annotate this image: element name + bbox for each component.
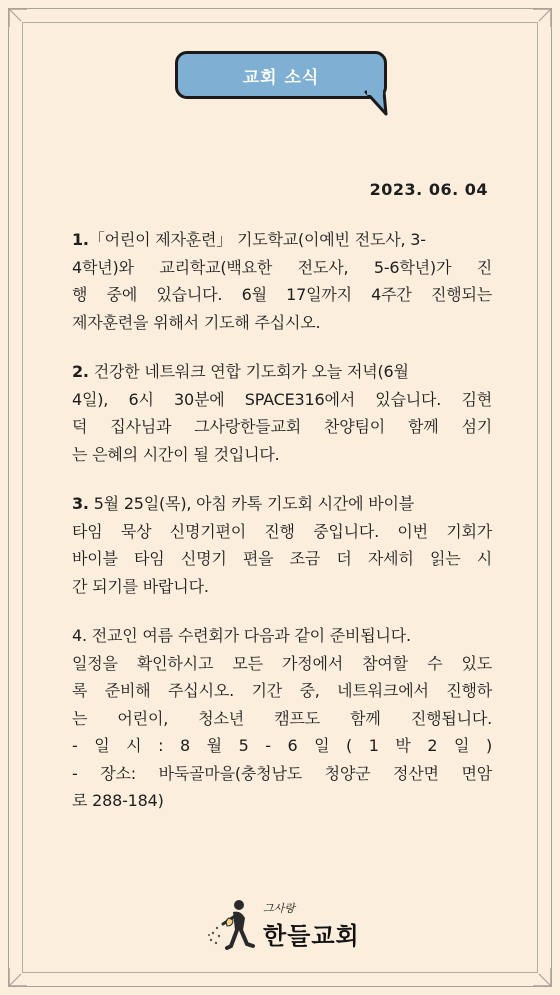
announcement-text: 덕 집사님과 그사랑한들교회 찬양팀이 함께 섬기 (72, 417, 492, 436)
announcement-text: 전교인 여름 수련회가 다음과 같이 준비됩니다. (91, 626, 411, 645)
announcement-1 (72, 226, 492, 336)
announcement-text: 5월 25일(목), 아침 카톡 기도회 시간에 바이블 (93, 494, 415, 513)
retreat-schedule: - 일 시 : 8 월 5 - 6 일 ( 1 박 2 일 ) (72, 736, 492, 755)
corner-ornament-bottom-left (7, 964, 31, 988)
corner-ornament-top-right (529, 7, 553, 31)
announcement-text: 「어린이 제자훈련」 기도학교(이예빈 전도사, 3- (88, 230, 426, 249)
announcements-list (72, 226, 492, 837)
announcement-text: 일정을 확인하시고 모든 가정에서 참여할 수 있도 (72, 653, 492, 673)
announcement-number: 2. (72, 362, 89, 381)
announcement-2 (72, 358, 492, 468)
announcement-3 (72, 490, 492, 600)
sower-figure-icon (205, 896, 265, 958)
logo-subtext: 그사랑 (263, 902, 295, 915)
announcement-4 (72, 622, 492, 815)
announcement-text: 건강한 네트워크 연합 기도회가 오늘 저녁(6월 (93, 362, 409, 381)
corner-ornament-bottom-right (529, 964, 553, 988)
retreat-place: 로 288-184) (72, 791, 164, 810)
corner-ornament-top-left (7, 7, 31, 31)
announcement-text: 행 중에 있습니다. 6월 17일까지 4주간 진행되는 (72, 285, 492, 304)
announcement-text: 바이블 타임 신명기 편을 조금 더 자세히 읽는 시 (72, 549, 492, 568)
title-banner (175, 51, 387, 99)
announcement-number: 4. (72, 626, 87, 645)
announcement-text: 제자훈련을 위해서 기도해 주십시오. (72, 312, 321, 332)
announcement-number: 1. (72, 230, 89, 249)
speech-bubble-tail-icon (364, 90, 392, 118)
logo-church-name: 한들교회 (263, 922, 360, 950)
announcement-number: 3. (72, 494, 89, 513)
announcement-text: 타임 묵상 신명기편이 진행 중입니다. 이번 기회가 (72, 521, 492, 541)
announcement-text: 는 어린이, 청소년 캠프도 함께 진행됩니다. (72, 708, 492, 728)
announcement-text: 는 은혜의 시간이 될 것입니다. (72, 444, 280, 464)
church-logo (205, 896, 365, 958)
retreat-place: - 장소: 바둑골마을(충청남도 청양군 정산면 면암 (72, 763, 492, 783)
announcement-text: 4학년)와 교리학교(백요한 전도사, 5-6학년)가 진 (72, 257, 492, 277)
announcement-text: 록 준비해 주십시오. 기간 중, 네트워크에서 진행하 (72, 681, 492, 700)
page-title: 교회 소식 (242, 67, 320, 88)
bulletin-date: 2023. 06. 04 (369, 180, 488, 199)
announcement-text: 4일), 6시 30분에 SPACE316에서 있습니다. 김현 (72, 389, 492, 409)
announcement-text: 간 되기를 바랍니다. (72, 576, 209, 596)
